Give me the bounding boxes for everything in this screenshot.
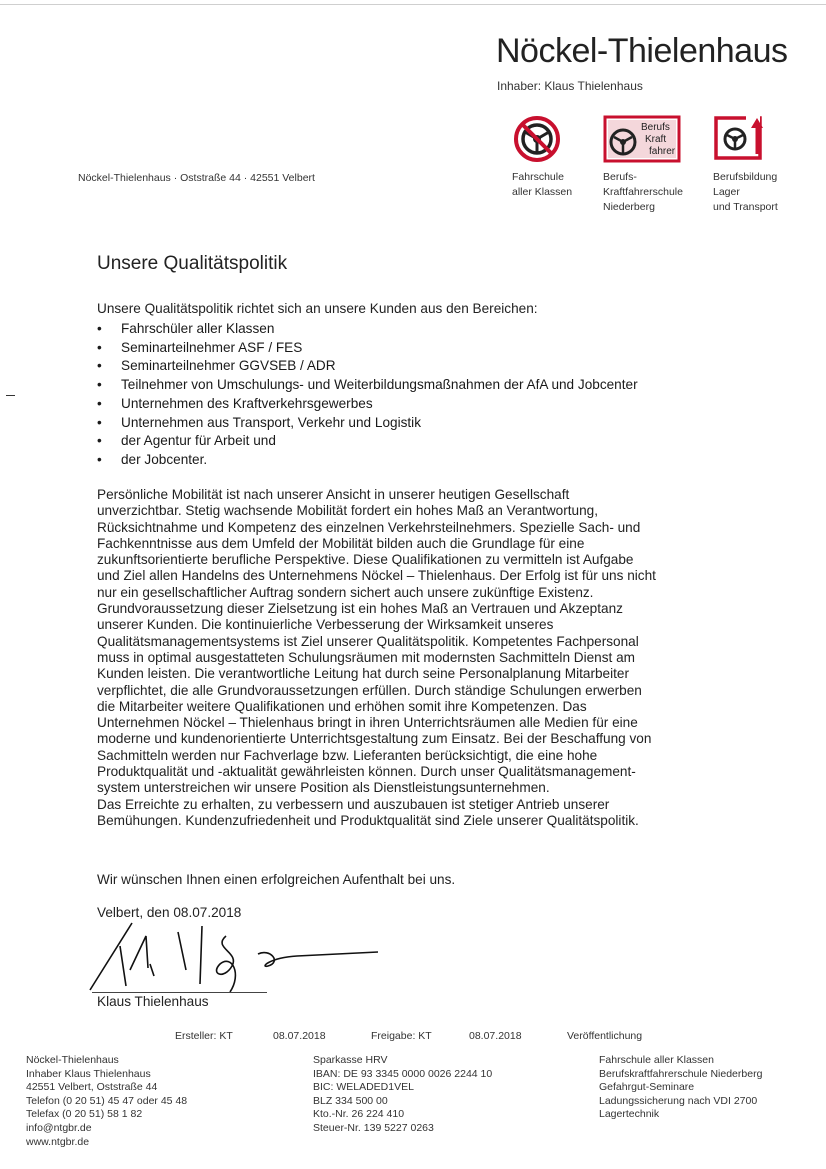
text-line: verpflichtet, die alle Grundvoraussetzungen erfüllen. Durch ständige Schulungen erwerben bbox=[97, 682, 642, 698]
text-line: Fachkenntnisse aus dem Umfeld der Mobilität bilden auch die Grundlage für eine bbox=[97, 535, 585, 551]
footer-line: Telefax (0 20 51) 58 1 82 bbox=[26, 1108, 143, 1121]
text-line: Produktqualität und -aktualität gewährleisten können. Durch unser Qualitätsmanagement- bbox=[97, 764, 636, 780]
footer-line: Inhaber Klaus Thielenhaus bbox=[26, 1067, 151, 1080]
list-item: • Teilnehmer von Umschulungs- und Weiterbildungsmaßnahmen der AfA und Jobcenter bbox=[97, 376, 638, 395]
text-line: und Ziel allen Handelns des Unternehmens Nöckel – Thielenhaus. Der Erfolg ist für uns nicht bbox=[97, 568, 656, 584]
release-date: 08.07.2018 bbox=[469, 1030, 522, 1042]
footer-line: BLZ 334 500 00 bbox=[313, 1094, 388, 1107]
footer-line: Lagertechnik bbox=[599, 1108, 660, 1121]
list-item: • Seminarteilnehmer ASF / FES bbox=[97, 339, 638, 358]
logo-caption: Berufs- Kraftfahrerschule Niederberg bbox=[603, 171, 683, 213]
text-line: Rücksichtnahme und Kompetenz des einzelnen Verkehrsteilnehmers. Spezielle Sach- und bbox=[97, 519, 641, 535]
customer-groups-list bbox=[97, 320, 638, 470]
footer-line: Nöckel-Thielenhaus bbox=[26, 1054, 119, 1066]
signature-line bbox=[92, 992, 267, 993]
place-date: Velbert, den 08.07.2018 bbox=[97, 905, 242, 920]
text-line: Qualitätsmanagementsystems ist Ziel unserer Qualitätspolitik. Kompetentes Fachpersonal bbox=[97, 633, 639, 649]
footer-line: Gefahrgut-Seminare bbox=[599, 1081, 695, 1094]
creator-date: 08.07.2018 bbox=[273, 1030, 326, 1042]
footer-line: 42551 Velbert, Oststraße 44 bbox=[26, 1081, 158, 1094]
sender-address-line: Nöckel-Thielenhaus · Oststraße 44 · 42551 Velbert bbox=[78, 172, 315, 184]
signer-name: Klaus Thielenhaus bbox=[97, 994, 209, 1009]
footer-line: BIC: WELADED1VEL bbox=[313, 1081, 414, 1094]
footer-bank-column bbox=[313, 1054, 492, 1136]
text-line: Grundvoraussetzung dieser Zielsetzung ist ein hohes Maß an Vertrauen und Akzeptanz bbox=[97, 601, 623, 617]
body-paragraph bbox=[97, 487, 656, 829]
logo-text-line: Kraft bbox=[645, 134, 667, 145]
berufskraftfahrer-icon bbox=[603, 114, 681, 164]
logo-text-line: fahrer bbox=[649, 146, 676, 157]
text-line: Sachmitteln werden nur Fachverlage bzw. Lieferanten berücksichtigt, die eine hohe bbox=[97, 747, 598, 763]
list-item: • Unternehmen des Kraftverkehrsgewerbes bbox=[97, 395, 638, 414]
footer-line: IBAN: DE 93 3345 0000 0026 2244 10 bbox=[313, 1067, 493, 1080]
creator-label: Ersteller: KT bbox=[175, 1030, 233, 1042]
list-item: • der Agentur für Arbeit und bbox=[97, 432, 638, 451]
top-edge-line bbox=[0, 4, 826, 5]
footer-line: Berufskraftfahrerschule Niederberg bbox=[599, 1067, 763, 1080]
text-line: zukunftsorientierte berufliche Perspektive. Diese Qualifikationen zu vermitteln ist Aufgabe bbox=[97, 552, 634, 568]
text-line: unverzichtbar. Stetig wachsende Mobilität fordert ein hohes Maß an Verantwortung, bbox=[97, 503, 598, 519]
list-item: • der Jobcenter. bbox=[97, 451, 638, 470]
text-line: die Mitarbeiter weitere Qualifikationen und erhöhen somit ihre Kompetenzen. Das bbox=[97, 698, 587, 714]
text-line: nur ein gesellschaftlicher Auftrag sondern sichert auch unsere zukünftige Existenz. bbox=[97, 584, 594, 600]
text-line: muss in optimal ausgestatteten Schulungsräumen mit modernsten Sachmitteln Dienst am bbox=[97, 649, 635, 665]
list-item: • Unternehmen aus Transport, Verkehr und Logistik bbox=[97, 414, 638, 433]
publication-label: Veröffentlichung bbox=[567, 1030, 643, 1042]
handwritten-signature bbox=[82, 918, 382, 998]
release-label: Freigabe: KT bbox=[371, 1030, 432, 1042]
footer-contact-column bbox=[26, 1054, 187, 1149]
text-line: Das Erreichte zu erhalten, zu verbessern und auszubauen ist stetiger Antrieb unserer bbox=[97, 796, 610, 812]
footer-line: Sparkasse HRV bbox=[313, 1054, 388, 1066]
logo-caption: Berufsbildung Lager und Transport bbox=[713, 171, 778, 213]
text-line: moderne und kundenorientierte Unterrichtsgestaltung zum Einsatz. Bei der Beschaffung von bbox=[97, 731, 652, 747]
intro-paragraph: Unsere Qualitätspolitik richtet sich an unsere Kunden aus den Bereichen: bbox=[97, 301, 538, 316]
text-line: Kunden leisten. Die verantwortliche Leitung hat durch seine Personalplanung Mitarbeiter bbox=[97, 666, 629, 682]
footer-line: Fahrschule aller Klassen bbox=[599, 1054, 714, 1066]
document-heading: Unsere Qualitätspolitik bbox=[97, 253, 288, 274]
steering-wheel-icon bbox=[512, 114, 562, 164]
footer-line: Ladungssicherung nach VDI 2700 bbox=[599, 1094, 758, 1107]
footer-services-column bbox=[599, 1054, 762, 1122]
closing-line: Wir wünschen Ihnen einen erfolgreichen Aufenthalt bei uns. bbox=[97, 872, 456, 887]
logo-text-line: Berufs bbox=[641, 122, 670, 133]
company-name: Nöckel-Thielenhaus bbox=[496, 32, 788, 70]
footer-line: info@ntgbr.de bbox=[26, 1121, 92, 1134]
footer-line: Kto.-Nr. 26 224 410 bbox=[313, 1108, 405, 1121]
footer-line: Steuer-Nr. 139 5227 0263 bbox=[313, 1121, 434, 1134]
list-item: • Fahrschüler aller Klassen bbox=[97, 320, 638, 339]
text-line: Persönliche Mobilität ist nach unserer Ansicht in unserer heutigen Gesellschaft bbox=[97, 487, 570, 502]
text-line: Unternehmen Nöckel – Thielenhaus bringt in ihren Unterrichtsräumen alle Medien für eine bbox=[97, 715, 638, 731]
owner-line: Inhaber: Klaus Thielenhaus bbox=[497, 79, 643, 93]
logo-caption: Fahrschule aller Klassen bbox=[512, 171, 573, 198]
text-line: unserer Kunden. Die kontinuierliche Verbesserung der Wirksamkeit unseres bbox=[97, 617, 554, 633]
footer-line: Telefon (0 20 51) 45 47 oder 45 48 bbox=[26, 1094, 188, 1107]
text-line: system unterstreichen wir unsere Position als Dienstleistungsunternehmen. bbox=[97, 780, 550, 796]
list-item: • Seminarteilnehmer GGVSEB / ADR bbox=[97, 357, 638, 376]
fold-mark bbox=[6, 395, 15, 396]
footer-line: www.ntgbr.de bbox=[26, 1135, 90, 1148]
text-line: Bemühungen. Kundenzufriedenheit und Produktqualität sind Ziele unserer Qualitätspolitik. bbox=[97, 812, 639, 828]
logistics-steering-icon bbox=[713, 114, 765, 164]
